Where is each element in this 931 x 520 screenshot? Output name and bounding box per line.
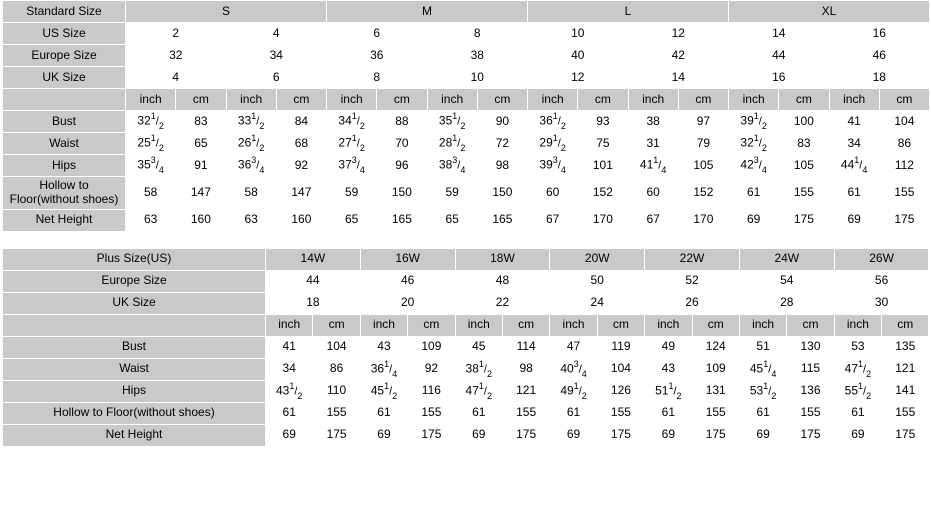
measure-cell: 101 — [578, 155, 628, 177]
measure-cell: $39^3/_4$ — [528, 155, 578, 177]
measure-cell: $45^1/_4$ — [739, 358, 786, 380]
measure-cell: 147 — [276, 177, 326, 210]
plus-europe-size-value: 46 — [360, 270, 455, 292]
standard-size-table — [2, 0, 930, 232]
measure-cell: 92 — [408, 358, 455, 380]
standard-size-header: Standard Size — [3, 1, 126, 23]
table-row-hollow-to-floor — [3, 177, 930, 210]
table-row-plus-size-groups — [3, 248, 929, 270]
measure-cell: 175 — [408, 424, 455, 446]
measure-cell: $53^1/_2$ — [739, 380, 786, 402]
plus-uk-size-value: 26 — [645, 292, 740, 314]
measure-cell: 69 — [729, 209, 779, 231]
measure-cell: 130 — [787, 336, 834, 358]
measure-cell: 86 — [879, 133, 929, 155]
hollow-label-line2: Floor(without shoes) — [9, 191, 119, 206]
measure-cell: 61 — [834, 402, 881, 424]
measure-cell: $38^3/_4$ — [427, 155, 477, 177]
unit-cell: inch — [360, 314, 407, 336]
measure-cell: 59 — [327, 177, 377, 210]
table-row-waist — [3, 133, 930, 155]
europe-size-value: 46 — [829, 45, 930, 67]
measure-cell: $32^1/_2$ — [126, 111, 176, 133]
hollow-label-line1: Hollow to — [39, 178, 89, 192]
plus-size-group-24w: 24W — [739, 248, 834, 270]
measure-cell: $38^1/_2$ — [455, 358, 502, 380]
plus-size-group-14w: 14W — [266, 248, 361, 270]
measure-cell: $26^1/_2$ — [226, 133, 276, 155]
measure-cell: 34 — [829, 133, 879, 155]
unit-cell: cm — [502, 314, 549, 336]
measure-cell: 155 — [879, 177, 929, 210]
measure-cell: 34 — [266, 358, 313, 380]
uk-size-value: 18 — [829, 67, 930, 89]
measure-cell: $39^1/_2$ — [729, 111, 779, 133]
measure-cell: $25^1/_2$ — [126, 133, 176, 155]
unit-cell: cm — [597, 314, 644, 336]
measure-cell: $37^3/_4$ — [327, 155, 377, 177]
measure-cell: 92 — [276, 155, 326, 177]
table-row-us-size — [3, 23, 930, 45]
measure-cell: 175 — [882, 424, 929, 446]
measure-cell: $41^1/_4$ — [628, 155, 678, 177]
measure-cell: 93 — [578, 111, 628, 133]
measure-cell: 96 — [377, 155, 427, 177]
measure-cell: 110 — [313, 380, 360, 402]
measure-cell: 104 — [597, 358, 644, 380]
measure-cell: $44^1/_4$ — [829, 155, 879, 177]
plus-size-header: Plus Size(US) — [3, 248, 266, 270]
measure-cell: 100 — [779, 111, 829, 133]
measure-cell: 69 — [550, 424, 597, 446]
row-label-plus-hips: Hips — [3, 380, 266, 402]
table-row-size-groups — [3, 1, 930, 23]
measure-cell: 98 — [502, 358, 549, 380]
unit-cell: inch — [829, 89, 879, 111]
measure-cell: 115 — [787, 358, 834, 380]
plus-uk-size-value: 30 — [834, 292, 929, 314]
measure-cell: 49 — [645, 336, 692, 358]
measure-cell: $55^1/_2$ — [834, 380, 881, 402]
measure-cell: 136 — [787, 380, 834, 402]
measure-cell: 114 — [502, 336, 549, 358]
unit-cell: cm — [477, 89, 527, 111]
unit-cell: cm — [408, 314, 455, 336]
unit-cell: inch — [226, 89, 276, 111]
measure-cell: 165 — [477, 209, 527, 231]
measure-cell: 175 — [502, 424, 549, 446]
measure-cell: 121 — [882, 358, 929, 380]
unit-cell: inch — [528, 89, 578, 111]
measure-cell: $36^1/_4$ — [360, 358, 407, 380]
row-label-waist: Waist — [3, 133, 126, 155]
measure-cell: 155 — [779, 177, 829, 210]
measure-cell: 124 — [692, 336, 739, 358]
row-label-europe-size: Europe Size — [3, 45, 126, 67]
measure-cell: 155 — [313, 402, 360, 424]
measure-cell: 109 — [408, 336, 455, 358]
measure-cell: 61 — [360, 402, 407, 424]
unit-cell: inch — [729, 89, 779, 111]
table-row-plus-net-height — [3, 424, 929, 446]
measure-cell: 97 — [678, 111, 728, 133]
measure-cell: 70 — [377, 133, 427, 155]
unit-cell: cm — [879, 89, 929, 111]
measure-cell: $34^1/_2$ — [327, 111, 377, 133]
unit-cell: cm — [678, 89, 728, 111]
measure-cell: $35^1/_2$ — [427, 111, 477, 133]
uk-size-value: 16 — [729, 67, 830, 89]
measure-cell: 155 — [692, 402, 739, 424]
unit-cell: inch — [427, 89, 477, 111]
unit-cell: inch — [739, 314, 786, 336]
row-label-plus-net-height: Net Height — [3, 424, 266, 446]
table-row-uk-size — [3, 67, 930, 89]
measure-cell: 155 — [597, 402, 644, 424]
row-label-net-height: Net Height — [3, 209, 126, 231]
uk-size-value: 14 — [628, 67, 729, 89]
measure-cell: 98 — [477, 155, 527, 177]
measure-cell: 175 — [779, 209, 829, 231]
measure-cell: 65 — [176, 133, 226, 155]
measure-cell: 43 — [360, 336, 407, 358]
measure-cell: 61 — [645, 402, 692, 424]
unit-row-blank-label — [3, 89, 126, 111]
uk-size-value: 6 — [226, 67, 327, 89]
row-label-us-size: US Size — [3, 23, 126, 45]
measure-cell: $47^1/_2$ — [455, 380, 502, 402]
plus-size-group-20w: 20W — [550, 248, 645, 270]
measure-cell: 175 — [787, 424, 834, 446]
table-row-europe-size — [3, 45, 930, 67]
europe-size-value: 36 — [327, 45, 428, 67]
measure-cell: 65 — [427, 209, 477, 231]
measure-cell: 47 — [550, 336, 597, 358]
plus-uk-size-value: 22 — [455, 292, 550, 314]
measure-cell: 61 — [739, 402, 786, 424]
measure-cell: 135 — [882, 336, 929, 358]
unit-cell: inch — [126, 89, 176, 111]
measure-cell: 69 — [645, 424, 692, 446]
unit-cell: cm — [578, 89, 628, 111]
unit-cell: inch — [645, 314, 692, 336]
measure-cell: 61 — [829, 177, 879, 210]
us-size-value: 14 — [729, 23, 830, 45]
measure-cell: $35^3/_4$ — [126, 155, 176, 177]
measure-cell: 175 — [313, 424, 360, 446]
measure-cell: 131 — [692, 380, 739, 402]
measure-cell: 43 — [645, 358, 692, 380]
table-row-bust — [3, 111, 930, 133]
unit-cell: cm — [787, 314, 834, 336]
measure-cell: 150 — [477, 177, 527, 210]
measure-cell: 69 — [455, 424, 502, 446]
plus-unit-row-blank-label — [3, 314, 266, 336]
measure-cell: $45^1/_2$ — [360, 380, 407, 402]
measure-cell: 155 — [882, 402, 929, 424]
plus-uk-size-value: 28 — [739, 292, 834, 314]
measure-cell: 150 — [377, 177, 427, 210]
measure-cell: 60 — [528, 177, 578, 210]
measure-cell: 31 — [628, 133, 678, 155]
measure-cell: 83 — [176, 111, 226, 133]
measure-cell: 90 — [477, 111, 527, 133]
measure-cell: 105 — [779, 155, 829, 177]
measure-cell: $36^3/_4$ — [226, 155, 276, 177]
unit-cell: inch — [628, 89, 678, 111]
plus-size-group-18w: 18W — [455, 248, 550, 270]
measure-cell: $29^1/_2$ — [528, 133, 578, 155]
table-row-plus-uk-size — [3, 292, 929, 314]
measure-cell: $36^1/_2$ — [528, 111, 578, 133]
measure-cell: 61 — [729, 177, 779, 210]
measure-cell: 141 — [882, 380, 929, 402]
measure-cell: $28^1/_2$ — [427, 133, 477, 155]
measure-cell: 41 — [266, 336, 313, 358]
measure-cell: $33^1/_2$ — [226, 111, 276, 133]
measure-cell: 61 — [550, 402, 597, 424]
plus-europe-size-value: 52 — [645, 270, 740, 292]
measure-cell: 121 — [502, 380, 549, 402]
table-row-plus-europe-size — [3, 270, 929, 292]
us-size-value: 16 — [829, 23, 930, 45]
measure-cell: 75 — [578, 133, 628, 155]
measure-cell: 175 — [692, 424, 739, 446]
unit-cell: cm — [276, 89, 326, 111]
row-label-hollow-to-floor — [3, 177, 126, 210]
measure-cell: 61 — [455, 402, 502, 424]
size-group-s: S — [126, 1, 327, 23]
measure-cell: $43^1/_2$ — [266, 380, 313, 402]
measure-cell: $49^1/_2$ — [550, 380, 597, 402]
measure-cell: 91 — [176, 155, 226, 177]
measure-cell: 152 — [578, 177, 628, 210]
row-label-plus-hollow-to-floor: Hollow to Floor(without shoes) — [3, 402, 266, 424]
measure-cell: 155 — [502, 402, 549, 424]
measure-cell: 160 — [176, 209, 226, 231]
row-label-plus-waist: Waist — [3, 358, 266, 380]
plus-size-group-26w: 26W — [834, 248, 929, 270]
measure-cell: 79 — [678, 133, 728, 155]
europe-size-value: 44 — [729, 45, 830, 67]
unit-cell: inch — [550, 314, 597, 336]
plus-europe-size-value: 56 — [834, 270, 929, 292]
measure-cell: $51^1/_2$ — [645, 380, 692, 402]
measure-cell: 119 — [597, 336, 644, 358]
unit-cell: cm — [377, 89, 427, 111]
row-label-plus-uk-size: UK Size — [3, 292, 266, 314]
uk-size-value: 12 — [528, 67, 629, 89]
us-size-value: 2 — [126, 23, 227, 45]
unit-cell: inch — [266, 314, 313, 336]
measure-cell: $40^3/_4$ — [550, 358, 597, 380]
row-label-uk-size: UK Size — [3, 67, 126, 89]
unit-cell: inch — [327, 89, 377, 111]
measure-cell: 83 — [779, 133, 829, 155]
plus-europe-size-value: 44 — [266, 270, 361, 292]
plus-uk-size-value: 20 — [360, 292, 455, 314]
europe-size-value: 38 — [427, 45, 528, 67]
measure-cell: 104 — [313, 336, 360, 358]
uk-size-value: 10 — [427, 67, 528, 89]
row-label-hips: Hips — [3, 155, 126, 177]
uk-size-value: 8 — [327, 67, 428, 89]
measure-cell: 109 — [692, 358, 739, 380]
measure-cell: $47^1/_2$ — [834, 358, 881, 380]
measure-cell: 160 — [276, 209, 326, 231]
measure-cell: 41 — [829, 111, 879, 133]
us-size-value: 12 — [628, 23, 729, 45]
measure-cell: $27^1/_2$ — [327, 133, 377, 155]
measure-cell: 69 — [360, 424, 407, 446]
size-group-m: M — [327, 1, 528, 23]
unit-cell: cm — [882, 314, 929, 336]
row-label-bust: Bust — [3, 111, 126, 133]
measure-cell: 165 — [377, 209, 427, 231]
plus-europe-size-value: 50 — [550, 270, 645, 292]
measure-cell: 58 — [226, 177, 276, 210]
measure-cell: 63 — [226, 209, 276, 231]
measure-cell: 175 — [597, 424, 644, 446]
measure-cell: $42^3/_4$ — [729, 155, 779, 177]
measure-cell: 60 — [628, 177, 678, 210]
measure-cell: 65 — [327, 209, 377, 231]
measure-cell: 155 — [787, 402, 834, 424]
size-group-xl: XL — [729, 1, 930, 23]
plus-size-group-22w: 22W — [645, 248, 740, 270]
measure-cell: 104 — [879, 111, 929, 133]
unit-cell: inch — [834, 314, 881, 336]
unit-cell: cm — [176, 89, 226, 111]
measure-cell: 69 — [829, 209, 879, 231]
unit-cell: inch — [455, 314, 502, 336]
table-row-plus-waist — [3, 358, 929, 380]
measure-cell: 69 — [739, 424, 786, 446]
measure-cell: 175 — [879, 209, 929, 231]
unit-cell: cm — [313, 314, 360, 336]
uk-size-value: 4 — [126, 67, 227, 89]
size-group-l: L — [528, 1, 729, 23]
measure-cell: 51 — [739, 336, 786, 358]
measure-cell: 61 — [266, 402, 313, 424]
measure-cell: 88 — [377, 111, 427, 133]
measure-cell: 116 — [408, 380, 455, 402]
plus-uk-size-value: 18 — [266, 292, 361, 314]
measure-cell: 38 — [628, 111, 678, 133]
table-row-plus-hips — [3, 380, 929, 402]
measure-cell: 152 — [678, 177, 728, 210]
table-row-plus-units — [3, 314, 929, 336]
measure-cell: 68 — [276, 133, 326, 155]
plus-europe-size-value: 48 — [455, 270, 550, 292]
measure-cell: $32^1/_2$ — [729, 133, 779, 155]
row-label-plus-bust: Bust — [3, 336, 266, 358]
us-size-value: 4 — [226, 23, 327, 45]
row-label-plus-europe-size: Europe Size — [3, 270, 266, 292]
table-row-units — [3, 89, 930, 111]
us-size-value: 6 — [327, 23, 428, 45]
plus-europe-size-value: 54 — [739, 270, 834, 292]
measure-cell: 69 — [266, 424, 313, 446]
plus-size-table — [2, 248, 929, 447]
measure-cell: 126 — [597, 380, 644, 402]
measure-cell: 170 — [678, 209, 728, 231]
table-row-hips — [3, 155, 930, 177]
measure-cell: 170 — [578, 209, 628, 231]
measure-cell: 69 — [834, 424, 881, 446]
measure-cell: 147 — [176, 177, 226, 210]
europe-size-value: 40 — [528, 45, 629, 67]
table-row-plus-hollow-to-floor — [3, 402, 929, 424]
plus-size-group-16w: 16W — [360, 248, 455, 270]
europe-size-value: 34 — [226, 45, 327, 67]
measure-cell: 105 — [678, 155, 728, 177]
us-size-value: 8 — [427, 23, 528, 45]
europe-size-value: 32 — [126, 45, 227, 67]
measure-cell: 67 — [628, 209, 678, 231]
measure-cell: 63 — [126, 209, 176, 231]
measure-cell: 59 — [427, 177, 477, 210]
measure-cell: 155 — [408, 402, 455, 424]
measure-cell: 58 — [126, 177, 176, 210]
measure-cell: 72 — [477, 133, 527, 155]
plus-uk-size-value: 24 — [550, 292, 645, 314]
us-size-value: 10 — [528, 23, 629, 45]
measure-cell: 84 — [276, 111, 326, 133]
europe-size-value: 42 — [628, 45, 729, 67]
measure-cell: 86 — [313, 358, 360, 380]
measure-cell: 112 — [879, 155, 929, 177]
measure-cell: 53 — [834, 336, 881, 358]
unit-cell: cm — [692, 314, 739, 336]
table-row-plus-bust — [3, 336, 929, 358]
table-row-net-height — [3, 209, 930, 231]
measure-cell: 45 — [455, 336, 502, 358]
unit-cell: cm — [779, 89, 829, 111]
measure-cell: 67 — [528, 209, 578, 231]
